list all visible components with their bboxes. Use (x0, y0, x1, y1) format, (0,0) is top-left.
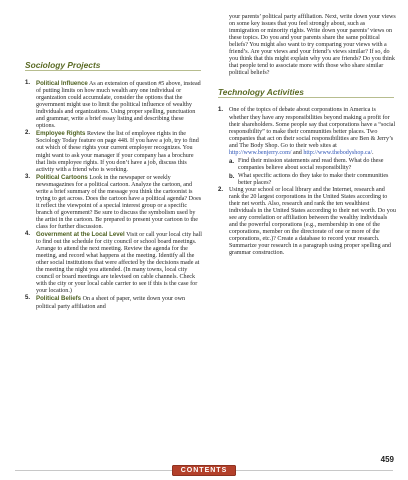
list-item: 1. One of the topics of debate about corporations in America is whether they have any responsibilities beyond making a profit for their shareholders. Some people say that corporations have a “social responsibility” to make their communities better places. Two companies that act on their social responsibilities are Ben & Jerry’s and The Body Shop. Go to their web sites at http://www.benjerry.com/ and http://www.thebodyshop.ca/. a. Find their mission statements and read them. What do these companies believe about social responsibility? b. What specific actions do they take to make their communities better places? (218, 107, 396, 186)
bodyshop-link[interactable]: http://www.thebodyshop.ca/ (303, 149, 373, 156)
item-text: On a sheet of paper, write down your own political party affiliation and (36, 296, 186, 310)
item-text: Using your school or local library and the Internet, research and rank the 20 largest corporations in the United States according to their net worth. Also, research and rank the ten wealthiest individuals in the United States according to their net worth. Do you see any correlation or affiliation between the wealthy individuals and the powerful corporations (e.g., membership in one of the corporations, member on the directorate of one or more of the corporations, etc.)? Create a database to record your research. Summarize your research in a paragraph using proper spelling and grammar construction. (229, 186, 396, 257)
list-item: 2. Using your school or local library and the Internet, research and rank the 20 largest corporations in the United States according to their net worth. Also, research and rank the ten wealthiest individuals in the United States according to their net worth. Do you see any correlation or affiliation between the wealthy individuals and the powerful corporations (e.g., membership in one of the corporations, member on the directorate of one or more of the corporations, etc.)? Create a database to record your research. Summarize your research in a paragraph using proper spelling and grammar construction. (218, 186, 396, 257)
technology-activities-heading: Technology Activities (218, 89, 396, 98)
list-item: 3. Political Cartoons Look in the newspaper or weekly newsmagazines for a political cartoon. Analyze the cartoon, and write a brief summary of the message you think the cartoonist is trying to get across. Does the cartoon have a political agenda? Does it reflect the viewpoint of a special interest group or a specific branch of government? Be sure to discuss the symbolism used by the artist in the cartoon. Be prepared to present your cartoon to the class for further discussion. (25, 173, 202, 230)
sub-item: a. Find their mission statements and read them. What do these companies believe about social responsibility? (229, 157, 384, 171)
sociology-projects-list (25, 80, 203, 311)
list-item: 2. Employee Rights Review the list of employee rights in the Sociology Today feature on page 448. If you have a job, try to find out which of these rights your current employer recognizes. You might want to ask your manager if your company has a brochure that lists employee rights. If you don’t have a job, discuss this activity with a friend who is working. (25, 130, 199, 173)
list-item: 1. Political Influence As an extension of question #5 above, instead of putting limits on how much wealth any one individual or organization could accumulate, consider the options that the government might use to limit the political influence of wealthy individuals and organizations. Using proper spelling, punctuation and grammar, write a brief essay listing and describing these options. (25, 80, 201, 130)
item-text: Visit or call your local city hall to find out the schedule for city council or school board meetings. Arrange to attend the next meeting. Review the agenda for the meeting, and record what happens at the meeting. Identify all the other social institutions that were affected by the decisions made at the meeting the night you attended. (In many towns, local city council or board meetings are televised on cable channels. Check with the city or your local cable carrier to see if this is the case for your location.) (36, 232, 202, 295)
item-term: Political Beliefs (36, 295, 82, 303)
benjerry-link[interactable]: http://www.benjerry.com/ (229, 149, 292, 156)
item-text: As an extension of question #5 above, instead of putting limits on how much wealth any one individual or organization could accumulate, consider the options that the government might use to limit the political influence of wealthy individuals and organizations. Using proper spelling, punctuation and grammar, write a brief essay listing and describing these options. (36, 81, 201, 130)
sub-item: b. What specific actions do they take to make their communities better places? (229, 172, 389, 186)
item-term: Employee Rights (36, 130, 86, 138)
item-term: Political Influence (36, 80, 88, 88)
continuation-paragraph: your parents’ political party affiliation. Next, write down your views on some key issues that you feel strongly about, such as immigration or minority rights. Write down your parents’ views on these topics. Do you and your parents share the same political beliefs? You might also want to try comparing your views with a friend’s. Are your views and your friend’s views similar? If so, do you think that this might explain why you are friends? Do you think that people tend to associate more with those who share similar political beliefs? (229, 14, 396, 77)
page-number: 459 (380, 455, 394, 464)
contents-button[interactable]: CONTENTS (172, 465, 236, 476)
item-text: Look in the newspaper or weekly newsmagazines for a political cartoon. Analyze the cartoon, and write a brief summary of the message you think the cartoonist is trying to get across. Does the cartoon have a political agenda? Does it reflect the viewpoint of a special interest group or a specific branch of government? Be sure to discuss the symbolism used by the artist in the cartoon. Be prepared to present your cartoon to the class for further discussion. (36, 174, 202, 230)
item-term: Government at the Local Level (36, 231, 125, 239)
list-item: 4. Government at the Local Level Visit or call your local city hall to find out the schedule for city council or school board meetings. Arrange to attend the next meeting. Review the agenda for the meeting, and record what happens at the meeting. Identify all the other social institutions that were affected by the decisions made at the meeting the night you attended. (In many towns, local city council or board meetings are televised on cable channels. Check with the city or your local cable carrier to see if this is the case for your location.) (25, 231, 202, 295)
heading-rule (218, 97, 394, 98)
right-column (218, 14, 396, 257)
item-text: Review the list of employee rights in the Sociology Today feature on page 448. If you have a job, try to find out which of these rights your current employer recognizes. You might want to ask your manager if your company has a brochure that lists employee rights. If you don’t have a job, discuss this activity with a friend who is working. (36, 131, 199, 173)
heading-rule (25, 70, 201, 71)
technology-activities-list (218, 107, 396, 257)
item-text: One of the topics of debate about corporations in America is whether they have any responsibilities beyond making a profit for their shareholders. Some people say that corporations have a “social responsibility” to make their communities better places. Two companies that act on their social responsibilities are Ben & Jerry’s and The Body Shop. Go to their web sites at (229, 107, 396, 149)
sociology-projects-heading: Sociology Projects (25, 62, 203, 71)
item-term: Political Cartoons (36, 173, 88, 181)
list-item: 5. Political Beliefs On a sheet of paper, write down your own political party affiliation and (25, 295, 186, 310)
left-column (25, 62, 203, 311)
